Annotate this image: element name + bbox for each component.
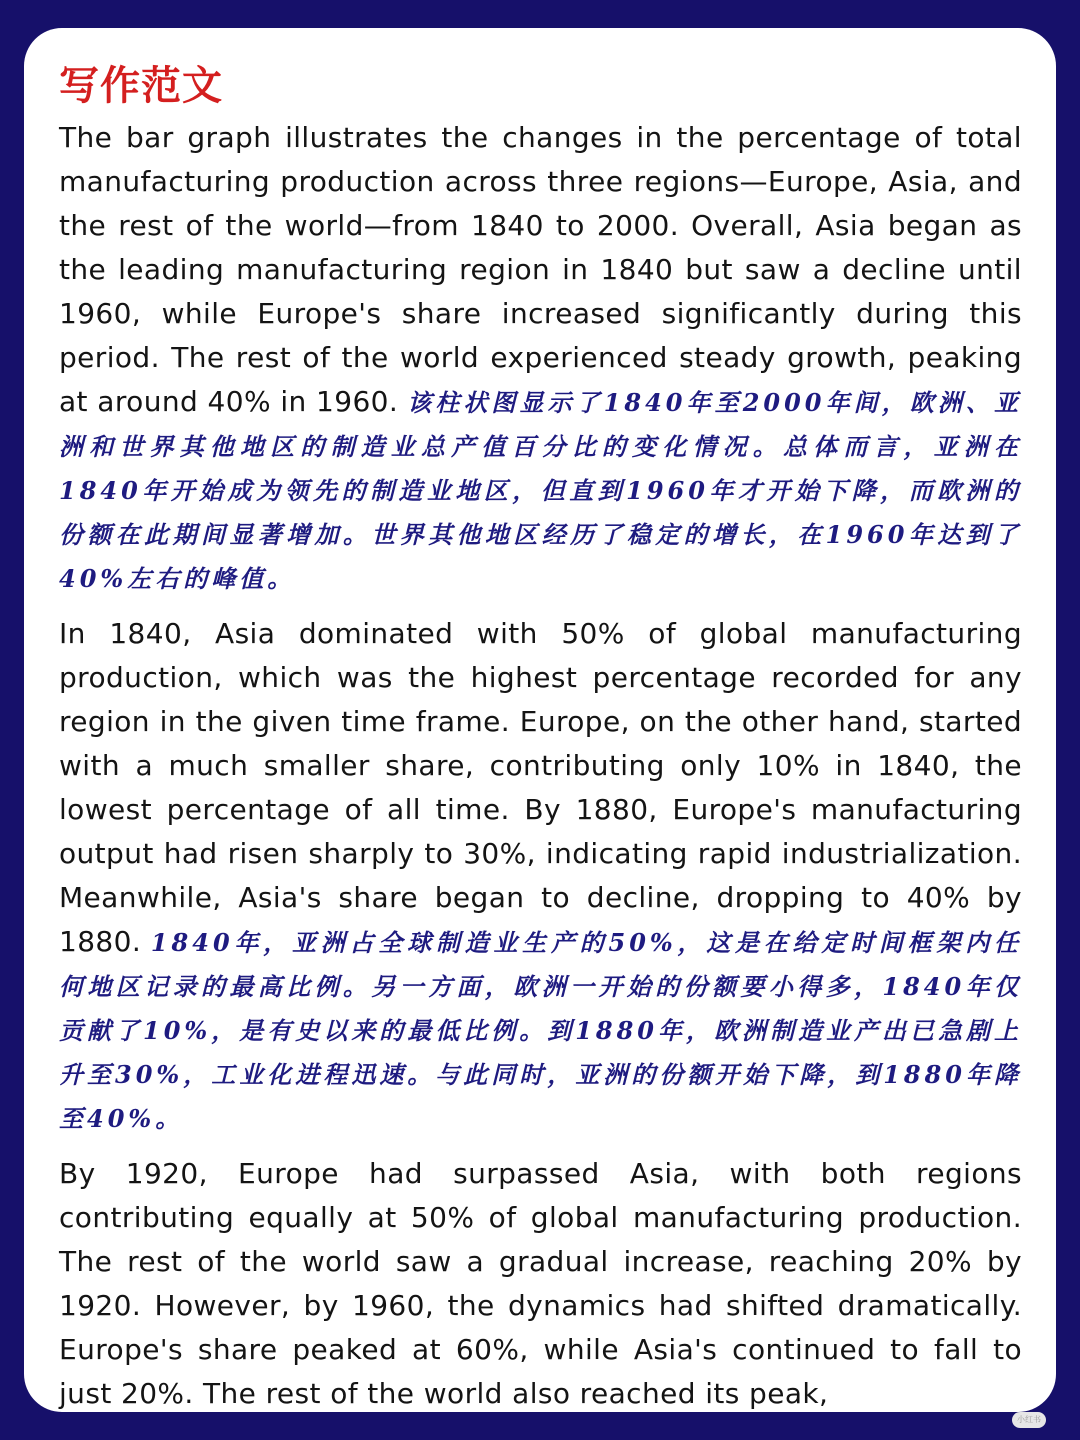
watermark-logo: 小红书 — [1012, 1412, 1046, 1428]
paragraph-chinese-translation: 该柱状图显示了1840年至2000年间，欧洲、亚洲和世界其他地区的制造业总产值百分比的变化情况。总体而言，亚洲在1840年开始成为领先的制造业地区，但直到1960年才开始下降，而欧洲的份额在此期间显著增加。世界其他地区经历了稳定的增长，在1960年达到了40%左右的峰值。 — [59, 388, 1022, 593]
paragraph-1920-1960 — [59, 1152, 1022, 1412]
paragraph-overview — [59, 116, 1022, 600]
paragraph-english: In 1840, Asia dominated with 50% of global manufacturing production, which was the highest percentage recorded for any region in the given time frame. Europe, on the other hand, started with a much smaller share, contributing only 10% in 1840, the lowest percentage of all time. By 1880, Europe's manufacturing output had risen sharply to 30%, indicating rapid industrialization. Meanwhile, Asia's share began to decline, dropping to 40% by 1880. — [59, 617, 1022, 958]
page-title: 写作范文 — [59, 63, 223, 109]
paragraph-english: By 1920, Europe had surpassed Asia, with both regions contributing equally at 50% of global manufacturing production. The rest of the world saw a gradual increase, reaching 20% by 1920. However, by 1960, the dynamics had shifted dramatically. Europe's share peaked at 60%, while Asia's continued to fall to just 20%. The rest of the world also reached its peak, — [59, 1157, 1022, 1410]
paragraph-english: The bar graph illustrates the changes in the percentage of total manufacturing production across three regions—Europe, Asia, and the rest of the world—from 1840 to 2000. Overall, Asia began as the leading manufacturing region in 1840 but saw a decline until 1960, while Europe's share increased significantly during this period. The rest of the world experienced steady growth, peaking at around 40% in 1960. — [59, 121, 1022, 418]
article-card — [24, 28, 1056, 1412]
paragraph-chinese-translation: 1840年，亚洲占全球制造业生产的50%，这是在给定时间框架内任何地区记录的最高比例。另一方面，欧洲一开始的份额要小得多，1840年仅贡献了10%，是有史以来的最低比例。到1880年，欧洲制造业产出已急剧上升至30%，工业化进程迅速。与此同时，亚洲的份额开始下降，到1880年降至40%。 — [59, 928, 1023, 1133]
paragraph-1840-1880 — [59, 612, 1022, 1140]
